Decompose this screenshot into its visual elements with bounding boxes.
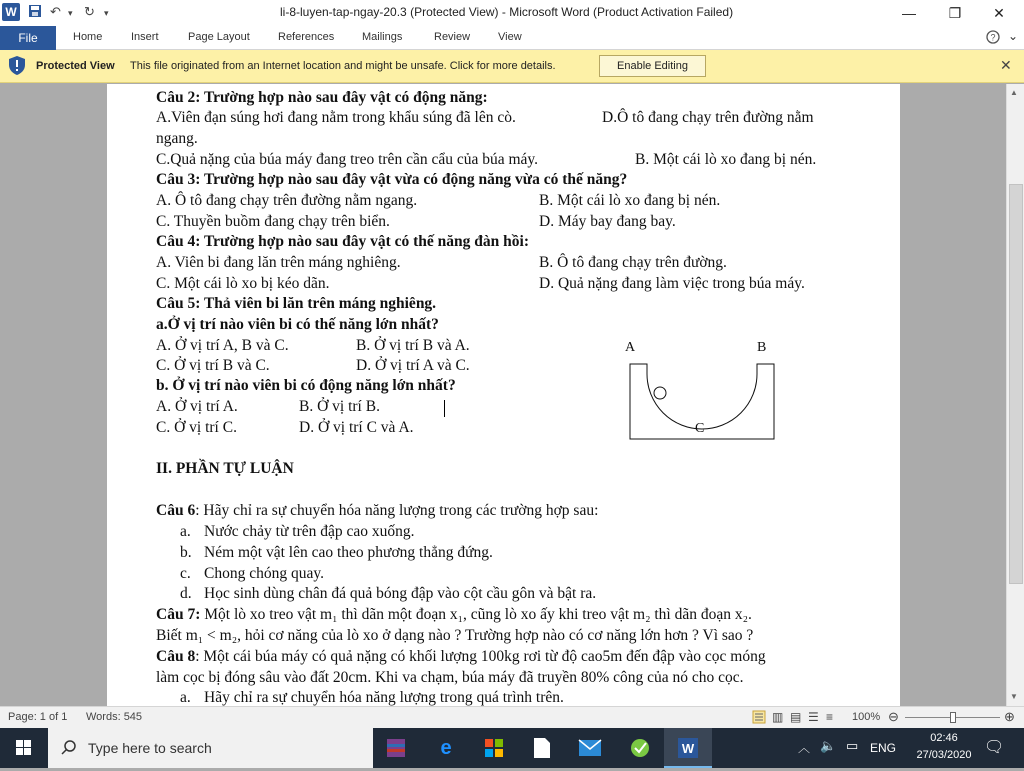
q2-option-d: D.Ô tô đang chạy trên đường nằm (602, 109, 814, 126)
draft-icon[interactable]: ≡ (826, 710, 834, 724)
q5b-option-a: A. Ở vị trí A. (156, 398, 238, 415)
close-bar-icon[interactable]: ✕ (1000, 57, 1012, 73)
q2-title: Câu 2: Trường hợp nào sau đây vật có động năng: (156, 89, 488, 106)
redo-icon[interactable]: ↻ (84, 4, 95, 19)
taskbar-search[interactable] (48, 728, 373, 768)
diagram-label-b: B (757, 340, 767, 355)
clock-date[interactable]: 27/03/2020 (916, 749, 972, 761)
diagram-label-a: A (625, 340, 636, 355)
tab-page-layout[interactable]: Page Layout (188, 31, 250, 43)
window-title: li-8-luyen-tap-ngay-20.3 (Protected View) - Microsoft Word (Product Activation Failed) (280, 5, 734, 19)
q7-line-1 (156, 606, 752, 624)
q4-title: Câu 4: Trường hợp nào sau đây vật có thế năng đàn hồi: (156, 233, 530, 250)
q3-title: Câu 3: Trường hợp nào sau đây vật vừa có động năng vừa có thế năng? (156, 171, 628, 188)
q5a-option-b: B. Ở vị trí B và A. (356, 337, 470, 354)
zoom-out-icon[interactable]: ⊖ (888, 709, 899, 724)
notification-icon[interactable]: 🗨 (984, 739, 1005, 756)
status-bar (0, 706, 1024, 728)
q8-head: Câu 8 (156, 648, 196, 665)
q7-text-1: Một lò xo treo vật m₁ thì dãn một đoạn x₁, cũng lò xo ấy khi treo vật m₂ thì dãn đoạn x₂. (204, 606, 752, 623)
svg-text:W: W (681, 741, 695, 756)
protected-view-bar (0, 50, 1024, 83)
store-icon[interactable] (480, 734, 508, 762)
scroll-down-icon[interactable]: ▼ (1010, 692, 1018, 701)
ribbon-expand-icon[interactable]: ⌄ (1008, 29, 1019, 43)
q8-text-1: : Một cái búa máy có quả nặng có khối lượng 100kg rơi từ độ cao5m đến đập vào cọc móng (195, 648, 766, 665)
protected-view-message[interactable]: This file originated from an Internet location and might be unsafe. Click for more details. (130, 60, 556, 72)
help-icon[interactable] (986, 30, 1000, 47)
search-icon (60, 739, 78, 757)
q3-option-b: B. Một cái lò xo đang bị nén. (539, 192, 721, 209)
q6-text: : Hãy chỉ ra sự chuyển hóa năng lượng trong các trường hợp sau: (195, 502, 599, 519)
document-page[interactable] (107, 84, 900, 706)
web-layout-icon[interactable]: ▤ (790, 710, 802, 724)
q3-option-a: A. Ô tô đang chạy trên đường nằm ngang. (156, 192, 418, 209)
q6-head: Câu 6 (156, 502, 196, 519)
q4-option-d: D. Quả nặng đang làm việc trong búa máy. (539, 275, 805, 292)
q3-option-d: D. Máy bay đang bay. (539, 213, 676, 230)
q6-item-c-marker: c. (180, 565, 191, 582)
minimize-button[interactable]: — (902, 5, 916, 21)
scroll-up-icon[interactable]: ▲ (1010, 88, 1018, 97)
q8-item-a: Hãy chỉ ra sự chuyển hóa năng lượng trong quá trình trên. (204, 689, 564, 706)
tab-file[interactable]: File (0, 26, 56, 50)
q6-item-b-marker: b. (180, 544, 192, 561)
q3-option-c: C. Thuyền buồm đang chạy trên biển. (156, 213, 390, 230)
tab-view[interactable]: View (498, 31, 522, 43)
zoom-level[interactable]: 100% (852, 711, 881, 723)
section-2-heading: II. PHẦN TỰ LUẬN (156, 460, 294, 477)
q6-item-b: Ném một vật lên cao theo phương thẳng đứng. (204, 544, 493, 561)
diagram-label-c: C (695, 421, 705, 436)
tab-insert[interactable]: Insert (131, 31, 159, 43)
full-screen-reading-icon[interactable]: ▥ (772, 710, 784, 724)
q4-option-a: A. Viên bi đang lăn trên máng nghiêng. (156, 254, 401, 271)
print-layout-icon[interactable] (752, 710, 766, 727)
title-bar (0, 0, 1024, 26)
q7-line-2: Biết m₁ < m₂, hỏi cơ năng của lò xo ở dạng nào ? Trường hợp nào có cơ năng lớn hơn ? Vì sao ? (156, 627, 754, 644)
q5a-option-d: D. Ở vị trí A và C. (356, 357, 470, 374)
q6-item-a-marker: a. (180, 523, 191, 540)
customize-toolbar-icon[interactable]: ▾ (104, 8, 109, 18)
app-icon[interactable] (626, 734, 654, 762)
shield-icon (8, 55, 26, 76)
save-icon[interactable] (28, 4, 42, 21)
clock-time[interactable]: 02:46 (930, 732, 958, 744)
zoom-slider-handle[interactable] (950, 712, 956, 723)
page-count[interactable]: Page: 1 of 1 (8, 711, 68, 723)
undo-icon[interactable]: ↶ (50, 4, 61, 19)
network-icon[interactable]: ▭ (846, 738, 859, 753)
winrar-icon[interactable] (382, 734, 410, 762)
edge-icon[interactable]: e (440, 737, 452, 759)
text-cursor (444, 400, 445, 417)
word-taskbar-button[interactable] (664, 728, 712, 768)
q5-title: Câu 5: Thả viên bi lăn trên máng nghiêng. (156, 295, 437, 312)
ribbon-tabs (0, 26, 1024, 50)
q2-option-c: C.Quả nặng của búa máy đang treo trên cần cẩu của búa máy. (156, 151, 539, 168)
q6-item-d: Học sinh dùng chân đá quả bóng đập vào cột cầu gôn và bật ra. (204, 585, 597, 602)
q2-option-a: A.Viên đạn súng hơi đang nằm trong khẩu súng đã lên cò. (156, 109, 516, 126)
q4-option-b: B. Ô tô đang chạy trên đường. (539, 254, 727, 271)
word-count[interactable]: Words: 545 (86, 711, 143, 723)
zoom-in-icon[interactable]: ⊕ (1004, 709, 1015, 724)
search-placeholder: Type here to search (88, 740, 212, 756)
q7-head: Câu 7: (156, 606, 201, 623)
q5a-title: a.Ở vị trí nào viên bi có thế năng lớn nhất? (156, 316, 439, 333)
outline-icon[interactable]: ☰ (808, 710, 819, 724)
close-button[interactable]: ✕ (993, 5, 1005, 21)
q5a-option-a: A. Ở vị trí A, B và C. (156, 337, 289, 354)
restore-button[interactable]: ❐ (948, 5, 962, 21)
volume-icon[interactable]: 🔈 (820, 738, 837, 753)
word-icon (676, 736, 700, 760)
language-indicator[interactable]: ENG (870, 741, 897, 755)
tab-mailings[interactable]: Mailings (362, 31, 403, 43)
q5b-title: b. Ở vị trí nào viên bi có động năng lớn nhất? (156, 377, 456, 394)
vertical-scrollbar[interactable] (1006, 84, 1024, 706)
q6-item-d-marker: d. (180, 585, 192, 602)
tab-home[interactable]: Home (73, 31, 103, 43)
protected-view-label: Protected View (36, 60, 115, 72)
ball-icon (654, 387, 666, 399)
q5a-option-c: C. Ở vị trí B và C. (156, 357, 270, 374)
q6-item-a: Nước chảy từ trên đập cao xuống. (204, 523, 415, 540)
windows-logo-icon (0, 728, 48, 768)
q8-item-a-marker: a. (180, 689, 191, 706)
q6-line (156, 502, 598, 520)
show-hidden-icons[interactable]: ︿ (798, 741, 811, 755)
start-button[interactable] (0, 728, 48, 768)
scroll-thumb[interactable] (1009, 184, 1023, 584)
word-app-icon[interactable]: W (2, 3, 20, 21)
tab-references[interactable]: References (278, 31, 335, 43)
q4-option-c: C. Một cái lò xo bị kéo dãn. (156, 275, 330, 292)
enable-editing-button[interactable]: Enable Editing (599, 55, 706, 77)
q5b-option-c: C. Ở vị trí C. (156, 419, 237, 436)
q5b-option-b: B. Ở vị trí B. (299, 398, 380, 415)
svg-text:?: ? (990, 32, 996, 43)
q8-line-1 (156, 648, 766, 666)
undo-dropdown-icon[interactable]: ▾ (68, 8, 73, 18)
q6-item-c: Chong chóng quay. (204, 565, 324, 582)
document-area[interactable] (0, 84, 1006, 706)
q2-option-b: B. Một cái lò xo đang bị nén. (635, 151, 817, 168)
taskbar (0, 728, 1024, 768)
q8-line-2: làm cọc bị đóng sâu vào đất 20cm. Khi va chạm, búa máy đã truyền 80% công của nó cho cọc. (156, 669, 744, 686)
q2-option-d-cont: ngang. (156, 130, 198, 147)
tab-review[interactable]: Review (434, 31, 471, 43)
mail-icon[interactable] (576, 734, 604, 762)
file-icon[interactable] (528, 734, 556, 762)
q5b-option-d: D. Ở vị trí C và A. (299, 419, 414, 436)
